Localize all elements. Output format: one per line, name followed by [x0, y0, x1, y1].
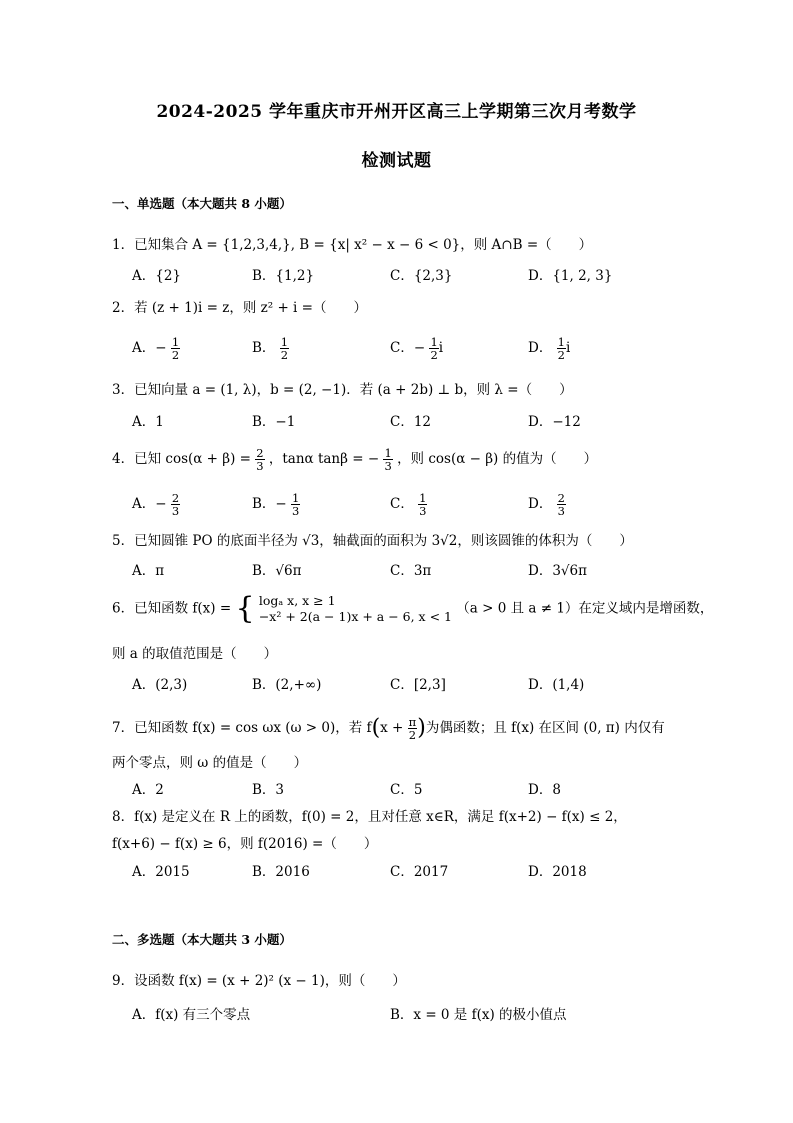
question-1-option-a: A．{2}: [132, 268, 182, 284]
question-3-option-d: D．−12: [528, 414, 581, 430]
question-8-option-b: B．2016: [252, 864, 310, 880]
numerator: 1: [171, 335, 180, 349]
question-5-stem: 5．已知圆锥 PO 的底面半径为 √3，轴截面的面积为 3√2，则该圆锥的体积为（ ）: [112, 533, 633, 549]
fraction: [383, 447, 392, 472]
question-2-stem: 2．若 (z + 1)i = z，则 z² + i =（ ）: [112, 300, 367, 316]
fraction: [255, 447, 264, 472]
section-heading-single-choice: 一、单选题（本大题共 8 小题）: [112, 196, 292, 211]
question-4-option-c: [390, 492, 427, 517]
question-3-option-b: B．−1: [252, 414, 296, 430]
piecewise-cases: [259, 593, 452, 625]
document-title: 2024-2025 学年重庆市开州开区高三上学期第三次月考数学: [156, 102, 637, 122]
option-label: A．−: [132, 340, 167, 356]
numerator: 2: [557, 491, 565, 505]
question-8-stem: 8．f(x) 是定义在 R 上的函数，f(0) = 2，且对任意 x∈R，满足 f(x+2) − f(x) ≤ 2，: [112, 809, 627, 825]
section-heading-multiple-choice: 二、多选题（本大题共 3 小题）: [112, 932, 292, 947]
stem-text: ，tanα tanβ = −: [268, 451, 380, 467]
denominator: 2: [408, 728, 417, 742]
question-4-options: [0, 491, 793, 518]
stem-text: 为偶函数；且 f(x) 在区间 (0, π) 内仅有: [425, 720, 665, 736]
question-8-stem-line2: f(x+6) − f(x) ≥ 6，则 f(2016) =（ ）: [112, 836, 378, 852]
question-3-stem: 3．已知向量 a = (1, λ)，b = (2, −1)．若 (a + 2b) ⊥ b，则 λ =（ ）: [112, 382, 573, 398]
question-6-option-b: B．(2,+∞): [252, 677, 322, 693]
stem-text: （a > 0 且 a ≠ 1）在定义域内是增函数，: [456, 600, 714, 617]
denominator: 3: [171, 504, 180, 518]
question-2-options: [0, 335, 793, 362]
fraction: [291, 492, 300, 517]
question-2-option-a: [132, 336, 180, 361]
question-4-option-a: [132, 492, 180, 517]
numerator: 1: [419, 491, 427, 505]
option-label: A．−: [132, 496, 167, 512]
question-6-stem: [112, 591, 714, 626]
question-7-stem: [112, 716, 682, 741]
question-3-option-a: A．1: [132, 414, 164, 430]
fraction: [429, 336, 438, 361]
question-2-option-d: [528, 336, 570, 361]
option-label: B．: [252, 340, 276, 356]
fraction: [418, 492, 427, 517]
numerator: 2: [256, 446, 264, 460]
question-5-option-d: D．3√6π: [528, 563, 587, 579]
question-8-option-d: D．2018: [528, 864, 587, 880]
question-9-stem: 9．设函数 f(x) = (x + 2)² (x − 1)，则（ ）: [112, 973, 406, 989]
stem-text: 4．已知 cos(α + β) =: [112, 451, 251, 467]
question-6-option-a: A．(2,3): [132, 677, 188, 693]
denominator: 2: [430, 348, 438, 362]
imaginary-unit: i: [565, 340, 571, 356]
case-1: logₐ x, x ≥ 1: [258, 593, 336, 608]
question-8-option-c: C．2017: [390, 864, 449, 880]
option-label: C．−: [390, 340, 426, 356]
question-5-options: [0, 562, 793, 584]
question-5-option-a: A．π: [132, 563, 165, 579]
question-7-stem-line2: 两个零点，则 ω 的值是（ ）: [112, 755, 308, 771]
option-label: B．−: [252, 496, 287, 512]
fraction: [557, 492, 566, 517]
question-6-stem-line2: 则 a 的取值范围是（ ）: [112, 646, 278, 662]
stem-text: 6．已知函数 f(x) =: [112, 600, 232, 617]
denominator: 2: [557, 348, 565, 362]
numerator: 1: [384, 446, 392, 460]
question-7-option-a: A．2: [132, 782, 164, 798]
fraction: [280, 336, 289, 361]
denominator: 3: [419, 504, 427, 518]
question-4-option-b: [252, 492, 300, 517]
document-subtitle: 检测试题: [361, 151, 432, 171]
numerator: 1: [280, 335, 289, 349]
question-1-option-b: B．{1,2}: [252, 268, 315, 284]
question-7-option-c: C．5: [390, 782, 423, 798]
denominator: 3: [384, 459, 392, 473]
option-label: D．: [528, 340, 553, 356]
fraction: [557, 336, 566, 361]
question-5-option-b: B．√6π: [252, 563, 302, 579]
question-1-option-d: D．{1, 2, 3}: [528, 268, 613, 284]
numerator: π: [408, 715, 417, 729]
stem-text: 7．已知函数 f(x) = cos ωx (ω > 0)，若 f: [112, 720, 372, 736]
question-6-option-c: C．[2,3]: [390, 677, 446, 693]
question-1-options: [0, 267, 793, 289]
stem-text: ，则 cos(α − β) 的值为（ ）: [397, 451, 598, 467]
question-2-option-b: [252, 336, 289, 361]
question-4-stem: [112, 447, 682, 472]
denominator: 3: [557, 504, 565, 518]
imaginary-unit: i: [438, 340, 444, 356]
question-9-options: [0, 1006, 793, 1028]
left-paren: (: [371, 715, 381, 741]
question-3-options: [0, 413, 793, 435]
option-label: D．: [528, 496, 553, 512]
fraction: [408, 716, 418, 741]
case-2: −x² + 2(a − 1)x + a − 6, x < 1: [258, 609, 452, 624]
numerator: 1: [292, 491, 300, 505]
stem-text: x +: [380, 720, 404, 736]
numerator: 2: [171, 491, 180, 505]
numerator: 1: [430, 335, 438, 349]
question-5-option-c: C．3π: [390, 563, 432, 579]
question-1-option-c: C．{2,3}: [390, 268, 453, 284]
question-3-option-c: C．12: [390, 414, 432, 430]
question-8-options: [0, 863, 793, 885]
numerator: 1: [557, 335, 565, 349]
question-9-option-b: B．x = 0 是 f(x) 的极小值点: [390, 1007, 567, 1023]
denominator: 3: [292, 504, 300, 518]
question-7-option-b: B．3: [252, 782, 285, 798]
question-9-option-a: A．f(x) 有三个零点: [132, 1007, 251, 1023]
question-1-stem: 1．已知集合 A = {1,2,3,4,}, B = {x| x² − x − 6 < 0}，则 A∩B =（ ）: [112, 237, 593, 253]
left-brace: {: [235, 591, 255, 626]
fraction: [171, 336, 180, 361]
question-8-option-a: A．2015: [132, 864, 190, 880]
denominator: 2: [280, 348, 289, 362]
right-paren: ): [417, 715, 426, 741]
denominator: 2: [171, 348, 180, 362]
denominator: 3: [256, 459, 264, 473]
question-7-option-d: D．8: [528, 782, 561, 798]
question-7-options: [0, 781, 793, 803]
option-label: C．: [390, 496, 414, 512]
question-6-options: [0, 676, 793, 698]
question-4-option-d: [528, 492, 566, 517]
question-6-option-d: D．(1,4): [528, 677, 585, 693]
fraction: [171, 492, 180, 517]
question-2-option-c: [390, 336, 443, 361]
